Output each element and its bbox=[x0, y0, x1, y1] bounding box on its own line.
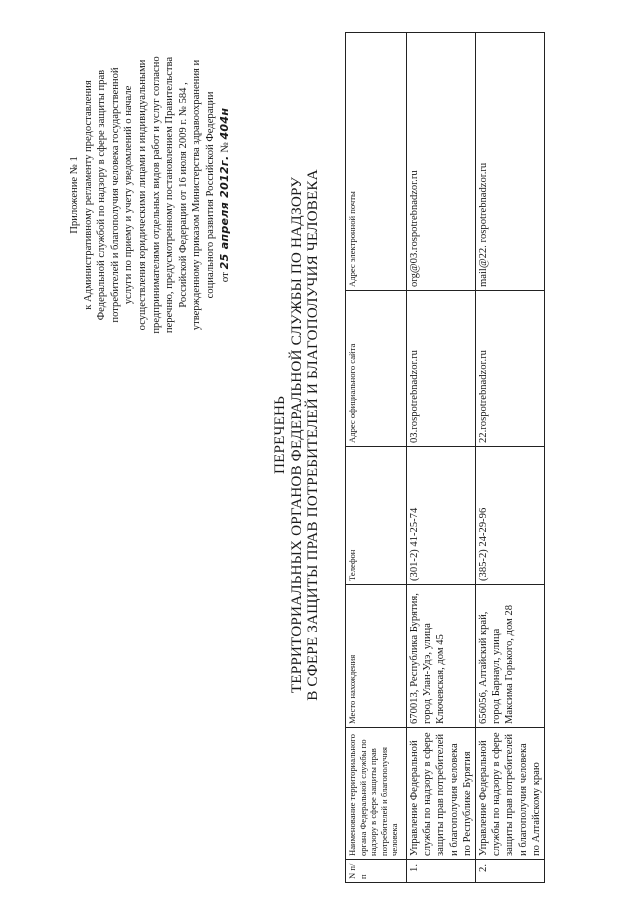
row-email: org@03.rospotrebnadzor.ru bbox=[407, 33, 476, 291]
row-name: Управление Федеральной службы по надзору в сфере защиты прав потребителей и благополучия человека по Республике Бурятия bbox=[407, 728, 476, 860]
appendix-line: Федеральной службой по надзору в сфере защиты прав bbox=[96, 69, 108, 321]
header-address: Место нахождения bbox=[346, 585, 407, 728]
table-row bbox=[476, 33, 545, 883]
row-website: 22.rospotrebnadzor.ru bbox=[476, 291, 545, 447]
appendix-line: к Административному регламенту предоставления bbox=[82, 80, 94, 310]
appendix-line: Приложение № 1 bbox=[69, 156, 80, 234]
title-line-2: ТЕРРИТОРИАЛЬНЫХ ОРГАНОВ ФЕДЕРАЛЬНОЙ СЛУЖБЫ ПО НАДЗОРУ bbox=[287, 176, 305, 694]
number-prefix: № bbox=[218, 142, 231, 153]
date-prefix: от bbox=[218, 272, 231, 283]
row-phone: (301-2) 41-25-74 bbox=[407, 447, 476, 585]
table-row bbox=[407, 33, 476, 883]
header-email: Адрес электронной почты bbox=[346, 33, 407, 291]
appendix-block bbox=[68, 15, 232, 375]
row-website: 03.rospotrebnadzor.ru bbox=[407, 291, 476, 447]
document-title bbox=[272, 75, 322, 795]
territorial-bodies-table bbox=[345, 32, 545, 883]
appendix-line: перечню, предусмотренному постановлением Правительства bbox=[164, 56, 176, 334]
row-phone: (385-2) 24-29-96 bbox=[476, 447, 545, 585]
row-number: 2. bbox=[476, 860, 545, 883]
handwritten-date: 25 апреля 2012г. bbox=[217, 155, 231, 270]
appendix-line: осуществления юридическими лицами и индивидуальными bbox=[136, 59, 148, 331]
header-name: Наименование территориального органа Федеральной службы по надзору в сфере защиты прав потребителей и благополучия человека bbox=[346, 728, 407, 860]
appendix-line: утвержденному приказом Министерства здравоохранения и bbox=[191, 59, 203, 331]
table-header-row bbox=[346, 33, 407, 883]
title-line-3: В СФЕРЕ ЗАЩИТЫ ПРАВ ПОТРЕБИТЕЛЕЙ И БЛАГОПОЛУЧИЯ ЧЕЛОВЕКА bbox=[304, 169, 321, 701]
header-number: N п/п bbox=[346, 860, 407, 883]
appendix-line: услуги по приему и учету уведомлений о начале bbox=[123, 85, 135, 305]
row-number: 1. bbox=[407, 860, 476, 883]
appendix-line: потребителей и благополучия человека государственной bbox=[109, 67, 121, 323]
row-address: 656056, Алтайский край, город Барнаул, улица Максима Горького, дом 28 bbox=[476, 585, 545, 728]
row-address: 670013, Республика Бурятия, город Улан-Удэ, улица Ключевская, дом 45 bbox=[407, 585, 476, 728]
title-line-1: ПЕРЕЧЕНЬ bbox=[271, 396, 288, 475]
appendix-line: предпринимателями отдельных видов работ и услуг согласно bbox=[150, 56, 162, 334]
row-name: Управление Федеральной службы по надзору в сфере защиты прав потребителей и благополучия человека по Алтайскому краю bbox=[476, 728, 545, 860]
header-website: Адрес официального сайта bbox=[346, 291, 407, 447]
appendix-line: Российской Федерации от 16 июля 2009 г. № 584 , bbox=[177, 82, 189, 308]
order-date-line bbox=[218, 15, 233, 375]
row-email: mail@22. rospotrebnadzor.ru bbox=[476, 33, 545, 291]
appendix-line: социального развития Российской Федерации bbox=[204, 91, 216, 299]
handwritten-order-number: 404н bbox=[217, 107, 231, 140]
header-phone: Телефон bbox=[346, 447, 407, 585]
